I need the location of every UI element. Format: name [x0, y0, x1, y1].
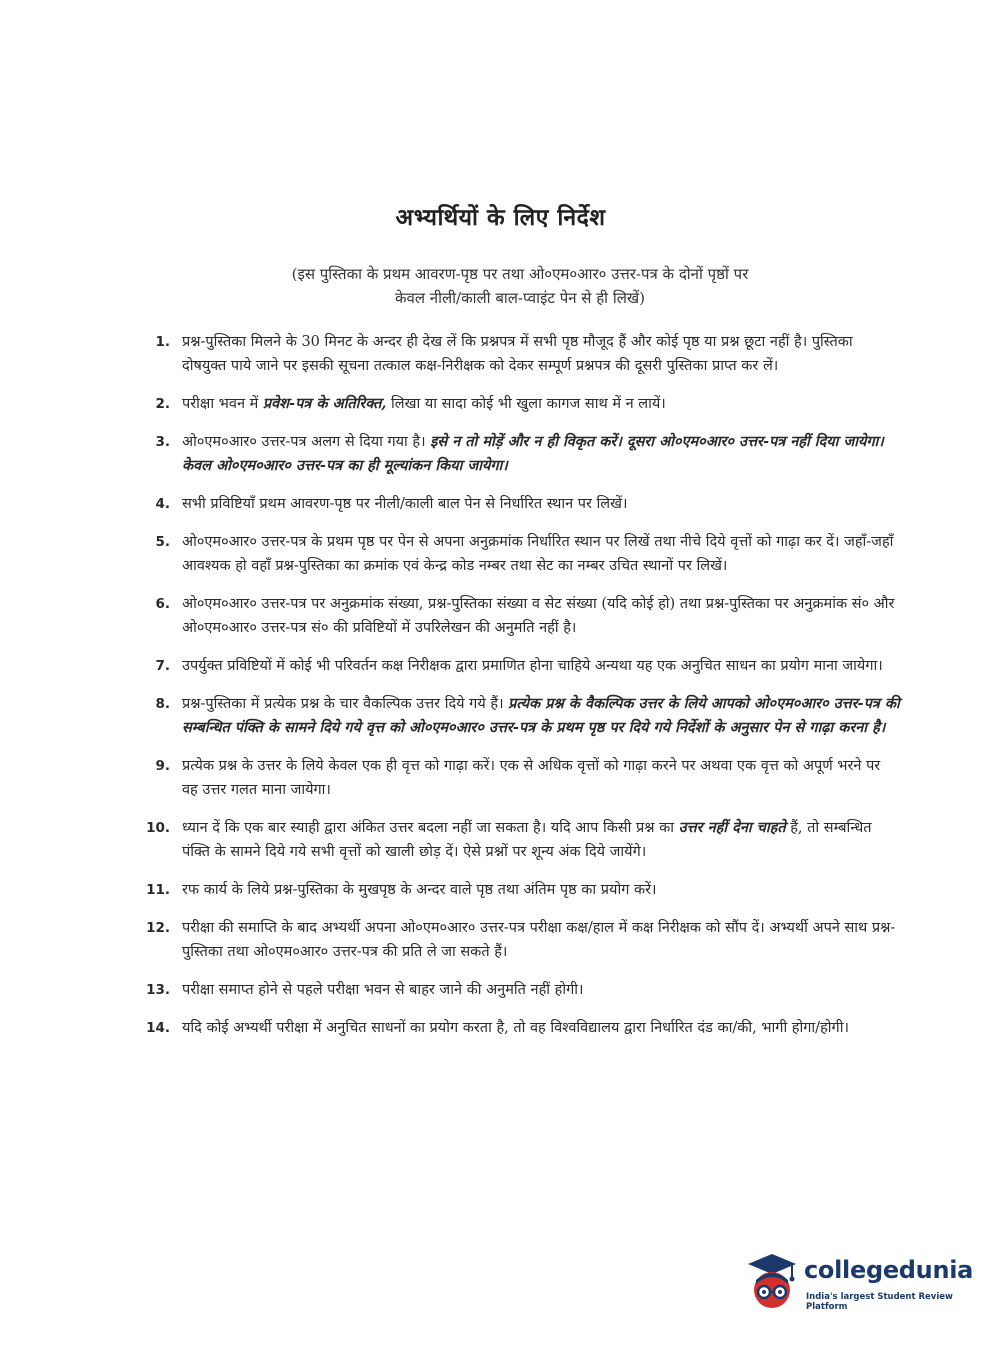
instruction-text: [182, 1016, 900, 1040]
subtitle-line-1: (इस पुस्तिका के प्रथम आवरण-पृष्ठ पर तथा ओ०एम०आर० उत्तर-पत्र के दोनों पृष्ठों पर: [291, 265, 749, 283]
instruction-text: [182, 916, 900, 964]
instruction-segment: परीक्षा समाप्त होने से पहले परीक्षा भवन से बाहर जाने की अनुमति नहीं होगी।: [182, 982, 584, 998]
instruction-segment: प्रत्येक प्रश्न के उत्तर के लिये केवल एक ही वृत्त को गाढ़ा करें। एक से अधिक वृत्तों को गाढ़ा करने पर अथवा एक वृत्त को अपूर्ण भरने पर वह उत्तर गलत माना जायेगा।: [182, 758, 881, 798]
instruction-number: 2.: [155, 396, 170, 412]
instruction-text: [182, 654, 900, 678]
instruction-number: 14.: [146, 1020, 170, 1036]
instruction-item: [130, 330, 900, 378]
instruction-emphasis: उत्तर नहीं देना चाहते: [678, 819, 786, 836]
instruction-number: 6.: [155, 596, 170, 612]
instruction-segment: सभी प्रविष्टियाँ प्रथम आवरण-पृष्ठ पर नीली/काली बाल पेन से निर्धारित स्थान पर लिखें।: [182, 496, 628, 512]
instruction-item: [130, 654, 900, 678]
instruction-segment: उपर्युक्त प्रविष्टियों में कोई भी परिवर्तन कक्ष निरीक्षक द्वारा प्रमाणित होना चाहिये अन्यथा यह एक अनुचित साधन का प्रयोग माना जायेगा।: [182, 658, 883, 674]
instruction-item: [130, 754, 900, 802]
instruction-item: [130, 392, 900, 416]
instruction-item: [130, 530, 900, 578]
subtitle-line-2: केवल नीली/काली बाल-प्वाइंट पेन से ही लिखें): [394, 289, 646, 307]
student-mascot-icon: [742, 1248, 802, 1314]
instruction-item: [130, 1016, 900, 1040]
instruction-text: [182, 392, 900, 416]
instruction-text: [182, 878, 900, 902]
instruction-number: 13.: [146, 982, 170, 998]
instruction-text: [182, 754, 900, 802]
instruction-segment: प्रश्न-पुस्तिका मिलने के 30 मिनट के अन्दर ही देख लें कि प्रश्नपत्र में सभी पृष्ठ मौजूद हैं और कोई पृष्ठ या प्रश्न छूटा नहीं है। पुस्तिका दोषयुक्त पाये जाने पर इसकी सूचना तत्काल कक्ष-निरीक्षक को देकर सम्पूर्ण प्रश्नपत्र की दूसरी पुस्तिका प्राप्त कर लें।: [182, 334, 853, 374]
instruction-number: 8.: [155, 696, 170, 712]
instruction-number: 5.: [155, 534, 170, 550]
logo-tagline: India's largest Student Review Platform: [806, 1292, 953, 1312]
collegedunia-logo: [742, 1244, 972, 1318]
page-subtitle: [170, 262, 870, 310]
instruction-item: [130, 816, 900, 864]
instruction-text: [182, 530, 900, 578]
instruction-segment: ओ०एम०आर० उत्तर-पत्र के प्रथम पृष्ठ पर पेन से अपना अनुक्रमांक निर्धारित स्थान पर लिखें तथा नीचे दिये वृत्तों को गाढ़ा कर दें। जहाँ-जहाँ आवश्यक हो वहाँ प्रश्न-पुस्तिका का क्रमांक एवं केन्द्र कोड नम्बर तथा सेट का नम्बर उचित स्थानों पर लिखें।: [182, 534, 894, 574]
instruction-item: [130, 592, 900, 640]
instruction-text: [182, 430, 900, 478]
instruction-segment: लिखा या सादा कोई भी खुला कागज साथ में न लायें।: [386, 396, 666, 412]
instruction-text: [182, 592, 900, 640]
instruction-number: 11.: [146, 882, 170, 898]
instruction-item: [130, 492, 900, 516]
instruction-list: [130, 330, 900, 1054]
page-title: अभ्यर्थियों के लिए निर्देश: [395, 204, 606, 231]
instruction-item: [130, 878, 900, 902]
instruction-number: 9.: [155, 758, 170, 774]
instruction-segment: प्रश्न-पुस्तिका में प्रत्येक प्रश्न के चार वैकल्पिक उत्तर दिये गये हैं।: [182, 696, 509, 712]
instruction-number: 12.: [146, 920, 170, 936]
instruction-segment: परीक्षा भवन में: [182, 396, 263, 412]
instruction-segment: ओ०एम०आर० उत्तर-पत्र पर अनुक्रमांक संख्या, प्रश्न-पुस्तिका संख्या व सेट संख्या (यदि कोई हो) तथा प्रश्न-पुस्तिका पर अनुक्रमांक सं० और ओ०एम०आर० उत्तर-पत्र सं० की प्रविष्टियों में उपरिलेखन की अनुमति नहीं है।: [182, 596, 895, 636]
instruction-number: 3.: [155, 434, 170, 450]
instruction-emphasis: प्रत्येक प्रश्न के वैकल्पिक उत्तर के लिये आपको ओ०एम०आर० उत्तर-पत्र की सम्बन्धित पंक्ति के सामने दिये गये वृत्त को ओ०एम०आर० उत्तर-पत्र के प्रथम पृष्ठ पर दिये गये निर्देशों के अनुसार पेन से गाढ़ा करना है।: [182, 695, 900, 736]
instruction-segment: रफ कार्य के लिये प्रश्न-पुस्तिका के मुखपृष्ठ के अन्दर वाले पृष्ठ तथा अंतिम पृष्ठ का प्रयोग करें।: [182, 882, 657, 898]
logo-wordmark: collegedunia: [804, 1256, 974, 1284]
instruction-segment: ध्यान दें कि एक बार स्याही द्वारा अंकित उत्तर बदला नहीं जा सकता है। यदि आप किसी प्रश्न का: [182, 820, 679, 836]
instruction-item: [130, 978, 900, 1002]
instruction-emphasis: प्रवेश-पत्र के अतिरिक्त,: [262, 395, 387, 412]
instruction-emphasis: इसे न तो मोड़ें और न ही विकृत करें। दूसरा ओ०एम०आर० उत्तर-पत्र नहीं दिया जायेगा। केवल ओ०एम०आर० उत्तर-पत्र का ही मूल्यांकन किया जायेगा।: [182, 433, 884, 474]
instruction-segment: हैं, तो सम्बन्धित पंक्ति के सामने दिये गये सभी वृत्तों को खाली छोड़ दें। ऐसे प्रश्नों पर शून्य अंक दिये जायेंगे।: [182, 820, 872, 860]
instruction-number: 1.: [155, 334, 170, 350]
instruction-number: 4.: [155, 496, 170, 512]
instruction-item: [130, 916, 900, 964]
instruction-item: [130, 430, 900, 478]
instruction-segment: परीक्षा की समाप्ति के बाद अभ्यर्थी अपना ओ०एम०आर० उत्तर-पत्र परीक्षा कक्ष/हाल में कक्ष निरीक्षक को सौंप दें। अभ्यर्थी अपने साथ प्रश्न-पुस्तिका तथा ओ०एम०आर० उत्तर-पत्र की प्रति ले जा सकते हैं।: [182, 920, 896, 960]
instruction-text: [182, 816, 900, 864]
instruction-text: [182, 492, 900, 516]
instruction-text: [182, 692, 900, 740]
instruction-number: 7.: [155, 658, 170, 674]
instruction-segment: यदि कोई अभ्यर्थी परीक्षा में अनुचित साधनों का प्रयोग करता है, तो वह विश्वविद्यालय द्वारा निर्धारित दंड का/की, भागी होगा/होगी।: [182, 1020, 849, 1036]
instruction-segment: ओ०एम०आर० उत्तर-पत्र अलग से दिया गया है।: [182, 434, 431, 450]
instruction-text: [182, 978, 900, 1002]
instruction-item: [130, 692, 900, 740]
instruction-number: 10.: [146, 820, 170, 836]
instruction-text: [182, 330, 900, 378]
